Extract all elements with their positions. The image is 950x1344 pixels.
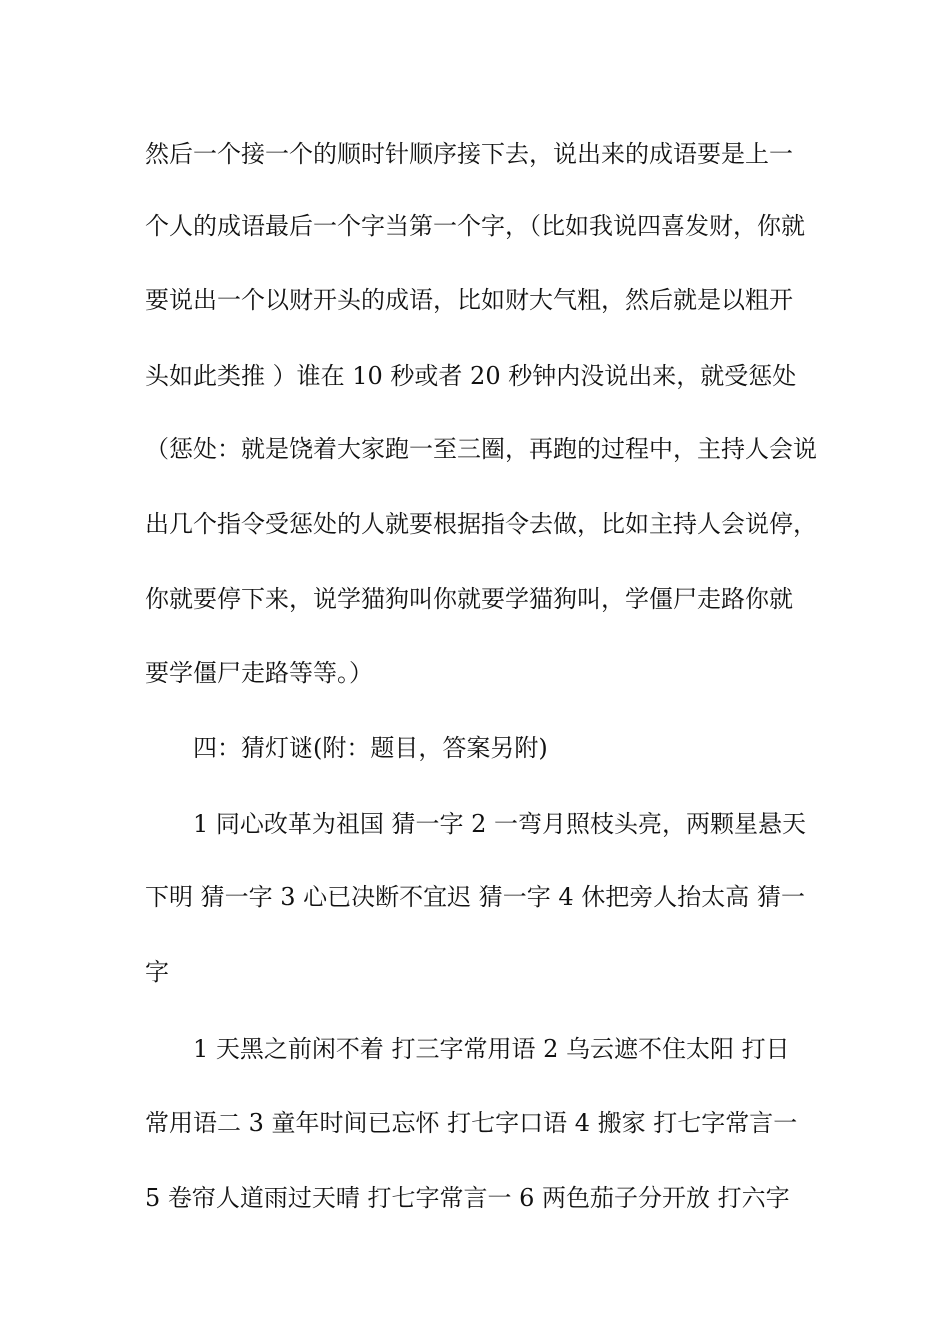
paragraph-line: 头如此类推 ）谁在 10 秒或者 20 秒钟内没说出来，就受惩处: [145, 362, 797, 390]
riddle-line: 1 天黑之前闲不着 打三字常用语 2 乌云遮不住太阳 打日: [193, 1035, 790, 1063]
paragraph-line: 要学僵尸走路等等。）: [145, 659, 373, 687]
paragraph-line: （惩处：就是饶着大家跑一至三圈，再跑的过程中，主持人会说: [145, 435, 817, 463]
riddle-line: 5 卷帘人道雨过天晴 打七字常言一 6 两色茄子分开放 打六字: [145, 1184, 790, 1212]
riddle-line: 1 同心改革为祖国 猜一字 2 一弯月照枝头亮，两颗星悬天: [193, 810, 807, 838]
paragraph-line: 个人的成语最后一个字当第一个字，（比如我说四喜发财，你就: [145, 212, 805, 240]
paragraph-line: 出几个指令受惩处的人就要根据指令去做，比如主持人会说停，: [145, 510, 817, 538]
riddle-line: 下明 猜一字 3 心已决断不宜迟 猜一字 4 休把旁人抬太高 猜一: [145, 883, 805, 911]
paragraph-line: 你就要停下来，说学猫狗叫你就要学猫狗叫，学僵尸走路你就: [145, 585, 793, 613]
riddle-line: 字: [145, 958, 169, 986]
riddle-line: 常用语二 3 童年时间已忘怀 打七字口语 4 搬家 打七字常言一: [145, 1109, 798, 1137]
paragraph-line: 然后一个接一个的顺时针顺序接下去，说出来的成语要是上一: [145, 140, 793, 168]
section-heading: 四：猜灯谜(附：题目，答案另附): [193, 734, 548, 762]
paragraph-line: 要说出一个以财开头的成语，比如财大气粗，然后就是以粗开: [145, 286, 793, 314]
